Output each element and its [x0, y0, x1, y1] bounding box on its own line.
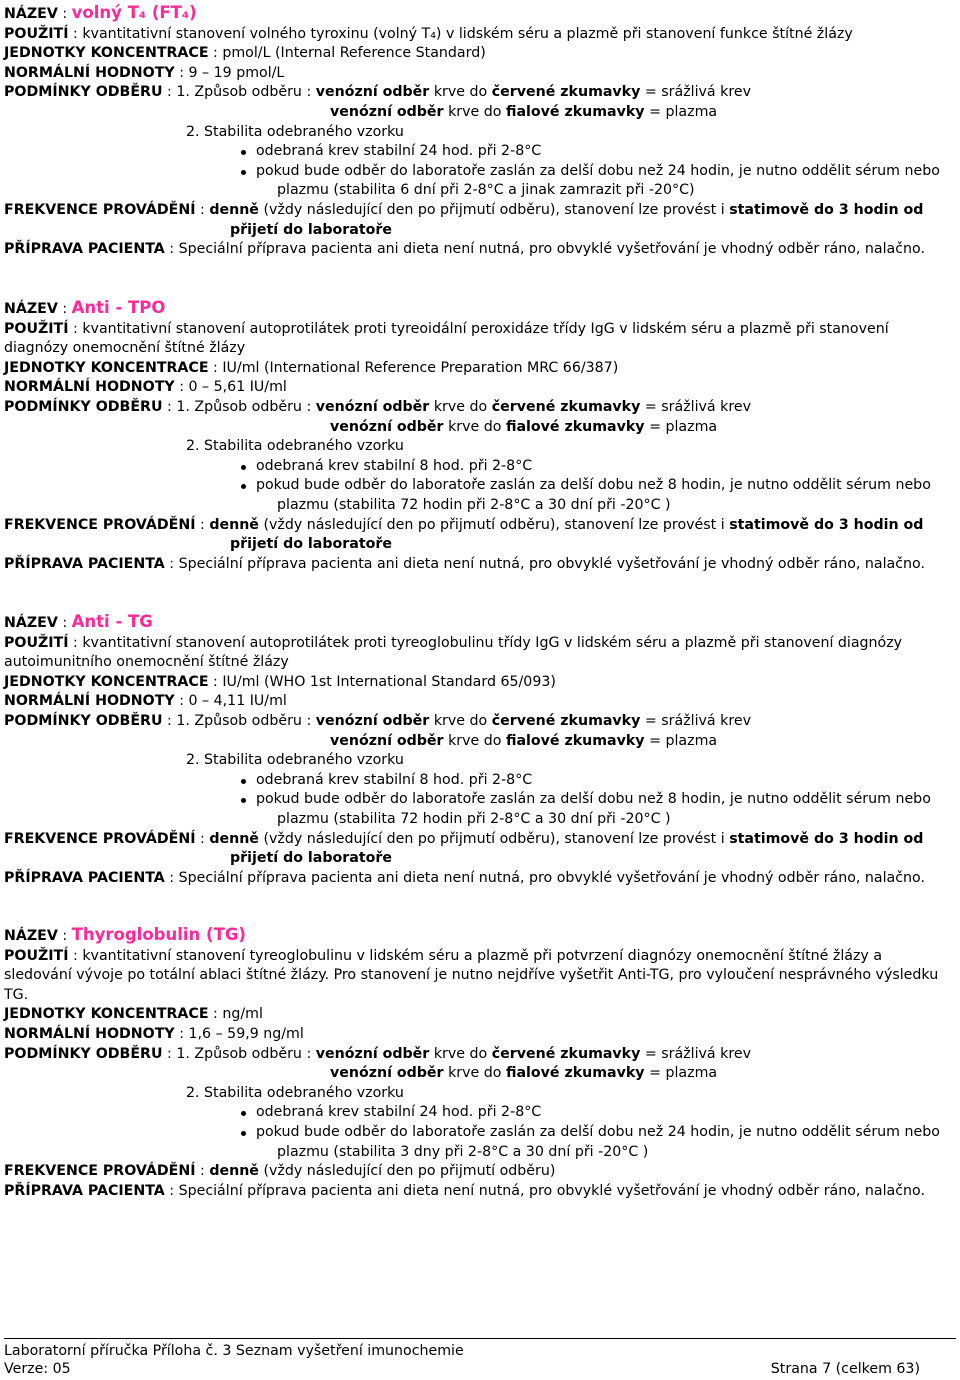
venozni-text: venózní odběr	[330, 103, 444, 120]
label-podminky: PODMÍNKY ODBĚRU	[4, 398, 163, 415]
stabilita-text: 2. Stabilita odebraného vzorku	[186, 752, 404, 769]
zpusob-text: 1. Způsob odběru	[176, 398, 302, 415]
jednotky-text: IU/ml (International Reference Preparation MRC 66/387)	[222, 359, 619, 376]
label-normalni: NORMÁLNÍ HODNOTY	[4, 379, 175, 396]
jednotky-text: IU/ml (WHO 1st International Standard 65/093)	[222, 673, 556, 690]
pouziti-text-cont: diagnózy onemocnění štítné žlázy	[4, 340, 246, 357]
bullet-zaslani-cont: plazmu (stabilita 72 hodin při 2-8°C a 30 dní při -20°C )	[277, 496, 671, 513]
label-priprava: PŘÍPRAVA PACIENTA	[4, 241, 165, 258]
label-nazev: NÁZEV	[4, 6, 58, 22]
prijeti-text: přijetí do laboratoře	[230, 536, 392, 553]
venozni-text: venózní odběr	[330, 418, 444, 435]
label-pouziti: POUŽITÍ	[4, 320, 69, 337]
label-podminky: PODMÍNKY ODBĚRU	[4, 1045, 163, 1062]
normalni-text: 0 – 4,11 IU/ml	[188, 693, 287, 710]
stabilita-text: 2. Stabilita odebraného vzorku	[186, 123, 404, 140]
plazma-text: = plazma	[649, 418, 718, 435]
footer-page-number: Strana 7 (celkem 63)	[770, 1361, 920, 1377]
label-pouziti: POUŽITÍ	[4, 947, 69, 964]
denne-text: denně	[209, 830, 259, 847]
normalni-text: 0 – 5,61 IU/ml	[188, 379, 287, 396]
denne-text: denně	[209, 201, 259, 218]
label-frekvence: FREKVENCE PROVÁDĚNÍ	[4, 830, 196, 847]
krve-do-text: krve do	[433, 712, 488, 729]
section-anti-tpo: NÁZEV : Anti - TPO POUŽITÍ : kvantitativní stanovení autoprotilátek proti tyreoidální peroxidáze třídy IgG v lidském séru a plazmě při stanovení diagnózy onemocnění štítné žlázy JEDNOTKY KONCENTRACE : IU/ml (International Reference Preparation MRC 66/387) NORMÁLNÍ HODNOTY : 0 – 5,61 IU/ml PODMÍNKY ODBĚRU : 1. Způsob odběru : venózní odběr krve do červené zkumavky = srážlivá krev venózní odběr krve do fialové zkumavky = plazma 2. Stabilita odebraného vzorku odebraná krev stabilní 8 hod. při 2-8°C pokud bude odběr do laboratoře zaslán za delší dobu než 8 hodin, je nutno oddělit sérum nebo plazmu (stabilita 72 hodin při 2-8°C a 30 dní při -20°C ) FREKVENCE PROVÁDĚNÍ : denně (vždy následující den po přijmutí odběru), stanovení lze provést i statimově do 3 hodin od přijetí do laboratoře PŘÍPRAVA PACIENTA : Speciální příprava pacienta ani dieta není nutná, pro obvyklé vyšetřování je vhodný odběr ráno, nalačno.	[4, 298, 954, 574]
test-name: volný T₄ (FT₄)	[71, 3, 197, 22]
test-name: Anti - TPO	[71, 298, 166, 317]
label-normalni: NORMÁLNÍ HODNOTY	[4, 693, 175, 710]
frekvence-text: (vždy následující den po přijmutí odběru), stanovení lze provést i	[263, 201, 725, 218]
priprava-text: Speciální příprava pacienta ani dieta není nutná, pro obvyklé vyšetřování je vhodný odběr ráno, nalačno.	[178, 555, 925, 572]
fialove-text: fialové zkumavky	[505, 103, 645, 120]
pouziti-text-cont: TG.	[4, 986, 29, 1003]
section-thyroglobulin: NÁZEV : Thyroglobulin (TG) POUŽITÍ : kvantitativní stanovení tyreoglobulinu v lidském séru a plazmě při potvrzení diagnózy onemocnění štítné žlázy a sledování vývoje po totální ablaci štítné žlázy. Pro stanovení je nutno nejdříve vyšetřit Anti-TG, pro vyloučení nesprávného výsledku TG. JEDNOTKY KONCENTRACE : ng/ml NORMÁLNÍ HODNOTY : 1,6 – 59,9 ng/ml PODMÍNKY ODBĚRU : 1. Způsob odběru : venózní odběr krve do červené zkumavky = srážlivá krev venózní odběr krve do fialové zkumavky = plazma 2. Stabilita odebraného vzorku odebraná krev stabilní 24 hod. při 2-8°C pokud bude odběr do laboratoře zaslán za delší dobu než 24 hodin, je nutno oddělit sérum nebo plazmu (stabilita 3 dny při 2-8°C a 30 dní při -20°C ) FREKVENCE PROVÁDĚNÍ : denně (vždy následující den po přijmutí odběru) PŘÍPRAVA PACIENTA : Speciální příprava pacienta ani dieta není nutná, pro obvyklé vyšetřování je vhodný odběr ráno, nalačno.	[4, 925, 954, 1201]
label-podminky: PODMÍNKY ODBĚRU	[4, 712, 163, 729]
srazliva-text: = srážlivá krev	[644, 1045, 751, 1062]
bullet-zaslani: pokud bude odběr do laboratoře zaslán za delší dobu než 8 hodin, je nutno oddělit sérum nebo	[4, 476, 954, 496]
label-jednotky: JEDNOTKY KONCENTRACE	[4, 1006, 209, 1023]
krve-do-text: krve do	[448, 418, 502, 435]
pouziti-text: kvantitativní stanovení autoprotilátek proti tyreoglobulinu třídy IgG v lidském séru a plazmě při stanovení diagnózy	[82, 634, 903, 651]
normalni-text: 9 – 19 pmol/L	[188, 64, 285, 81]
cervene-text: červené zkumavky	[491, 712, 641, 729]
krve-do-text: krve do	[448, 103, 502, 120]
bullet-zaslani-cont: plazmu (stabilita 72 hodin při 2-8°C a 30 dní při -20°C )	[277, 810, 671, 827]
krve-do-text: krve do	[448, 1065, 502, 1082]
bullet-stabilni: odebraná krev stabilní 8 hod. při 2-8°C	[4, 771, 954, 791]
cervene-text: červené zkumavky	[491, 1045, 641, 1062]
venozni-text: venózní odběr	[330, 732, 444, 749]
bullet-zaslani: pokud bude odběr do laboratoře zaslán za delší dobu než 24 hodin, je nutno oddělit sérum nebo	[4, 1123, 954, 1143]
statimove-text: statimově do 3 hodin od	[729, 830, 924, 847]
label-pouziti: POUŽITÍ	[4, 634, 69, 651]
krve-do-text: krve do	[448, 732, 502, 749]
bullet-zaslani: pokud bude odběr do laboratoře zaslán za delší dobu než 24 hodin, je nutno oddělit sérum nebo	[4, 162, 954, 182]
venozni-text: venózní odběr	[315, 84, 430, 101]
label-jednotky: JEDNOTKY KONCENTRACE	[4, 45, 209, 62]
venozni-text: venózní odběr	[330, 1065, 444, 1082]
zpusob-text: 1. Způsob odběru	[176, 712, 302, 729]
venozni-text: venózní odběr	[315, 1045, 430, 1062]
label-priprava: PŘÍPRAVA PACIENTA	[4, 869, 165, 886]
denne-text: denně	[209, 516, 259, 533]
fialove-text: fialové zkumavky	[505, 732, 645, 749]
priprava-text: Speciální příprava pacienta ani dieta není nutná, pro obvyklé vyšetřování je vhodný odběr ráno, nalačno.	[178, 1182, 925, 1199]
label-frekvence: FREKVENCE PROVÁDĚNÍ	[4, 516, 196, 533]
venozni-text: venózní odběr	[315, 398, 430, 415]
bullet-zaslani: pokud bude odběr do laboratoře zaslán za delší dobu než 8 hodin, je nutno oddělit sérum nebo	[4, 790, 954, 810]
zpusob-text: 1. Způsob odběru	[176, 84, 302, 101]
jednotky-text: pmol/L (Internal Reference Standard)	[222, 45, 486, 62]
fialove-text: fialové zkumavky	[505, 1065, 645, 1082]
pouziti-text-cont: sledování vývoje po totální ablaci štítné žlázy. Pro stanovení je nutno nejdříve vyšetřit Anti-TG, pro vyloučení nesprávného výsledku	[4, 967, 939, 984]
label-pouziti: POUŽITÍ	[4, 25, 69, 42]
prijeti-text: přijetí do laboratoře	[230, 221, 392, 238]
statimove-text: statimově do 3 hodin od	[729, 201, 924, 218]
page-footer	[4, 1338, 956, 1378]
stabilita-text: 2. Stabilita odebraného vzorku	[186, 438, 404, 455]
stabilita-text: 2. Stabilita odebraného vzorku	[186, 1084, 404, 1101]
pouziti-text-cont: autoimunitního onemocnění štítné žlázy	[4, 654, 289, 671]
jednotky-text: ng/ml	[222, 1006, 263, 1023]
statimove-text: statimově do 3 hodin od	[729, 516, 924, 533]
label-podminky: PODMÍNKY ODBĚRU	[4, 84, 163, 101]
label-priprava: PŘÍPRAVA PACIENTA	[4, 555, 165, 572]
label-nazev: NÁZEV	[4, 301, 58, 317]
label-frekvence: FREKVENCE PROVÁDĚNÍ	[4, 1163, 196, 1180]
cervene-text: červené zkumavky	[491, 84, 641, 101]
pouziti-text: kvantitativní stanovení tyreoglobulinu v lidském séru a plazmě při potvrzení diagnózy onemocnění štítné žlázy a	[82, 947, 883, 964]
venozni-text: venózní odběr	[315, 712, 430, 729]
section-ft4: NÁZEV : volný T₄ (FT₄) POUŽITÍ : kvantitativní stanovení volného tyroxinu (volný T₄) v lidském séru a plazmě při stanovení funkce štítné žlázy JEDNOTKY KONCENTRACE : pmol/L (Internal Reference Standard) NORMÁLNÍ HODNOTY : 9 – 19 pmol/L PODMÍNKY ODBĚRU : 1. Způsob odběru : venózní odběr krve do červené zkumavky = srážlivá krev venózní odběr krve do fialové zkumavky = plazma 2. Stabilita odebraného vzorku odebraná krev stabilní 24 hod. při 2-8°C pokud bude odběr do laboratoře zaslán za delší dobu než 24 hodin, je nutno oddělit sérum nebo plazmu (stabilita 6 dní při 2-8°C a jinak zamrazit při -20°C) FREKVENCE PROVÁDĚNÍ : denně (vždy následující den po přijmutí odběru), stanovení lze provést i statimově do 3 hodin od přijetí do laboratoře PŘÍPRAVA PACIENTA : Speciální příprava pacienta ani dieta není nutná, pro obvyklé vyšetřování je vhodný odběr ráno, nalačno.	[4, 3, 954, 260]
section-anti-tg: NÁZEV : Anti - TG POUŽITÍ : kvantitativní stanovení autoprotilátek proti tyreoglobulinu třídy IgG v lidském séru a plazmě při stanovení diagnózy autoimunitního onemocnění štítné žlázy JEDNOTKY KONCENTRACE : IU/ml (WHO 1st International Standard 65/093) NORMÁLNÍ HODNOTY : 0 – 4,11 IU/ml PODMÍNKY ODBĚRU : 1. Způsob odběru : venózní odběr krve do červené zkumavky = srážlivá krev venózní odběr krve do fialové zkumavky = plazma 2. Stabilita odebraného vzorku odebraná krev stabilní 8 hod. při 2-8°C pokud bude odběr do laboratoře zaslán za delší dobu než 8 hodin, je nutno oddělit sérum nebo plazmu (stabilita 72 hodin při 2-8°C a 30 dní při -20°C ) FREKVENCE PROVÁDĚNÍ : denně (vždy následující den po přijmutí odběru), stanovení lze provést i statimově do 3 hodin od přijetí do laboratoře PŘÍPRAVA PACIENTA : Speciální příprava pacienta ani dieta není nutná, pro obvyklé vyšetřování je vhodný odběr ráno, nalačno.	[4, 612, 954, 888]
frekvence-text: (vždy následující den po přijmutí odběru), stanovení lze provést i	[263, 830, 725, 847]
priprava-text: Speciální příprava pacienta ani dieta není nutná, pro obvyklé vyšetřování je vhodný odběr ráno, nalačno.	[178, 241, 925, 258]
bullet-stabilni: odebraná krev stabilní 24 hod. při 2-8°C	[4, 1103, 954, 1123]
bullet-stabilni: odebraná krev stabilní 8 hod. při 2-8°C	[4, 457, 954, 477]
label-normalni: NORMÁLNÍ HODNOTY	[4, 1025, 175, 1042]
pouziti-text: kvantitativní stanovení volného tyroxinu (volný T₄) v lidském séru a plazmě při stanovení funkce štítné žlázy	[82, 25, 853, 42]
test-name: Anti - TG	[71, 612, 153, 631]
pouziti-text: kvantitativní stanovení autoprotilátek proti tyreoidální peroxidáze třídy IgG v lidském séru a plazmě při stanovení	[82, 320, 889, 337]
normalni-text: 1,6 – 59,9 ng/ml	[188, 1025, 304, 1042]
srazliva-text: = srážlivá krev	[644, 712, 751, 729]
fialove-text: fialové zkumavky	[505, 418, 645, 435]
bullet-zaslani-cont: plazmu (stabilita 3 dny při 2-8°C a 30 dní při -20°C )	[277, 1143, 649, 1160]
footer-version: Verze: 05	[4, 1361, 71, 1377]
krve-do-text: krve do	[433, 1045, 488, 1062]
bullet-zaslani-cont: plazmu (stabilita 6 dní při 2-8°C a jinak zamrazit při -20°C)	[277, 182, 695, 199]
srazliva-text: = srážlivá krev	[644, 398, 751, 415]
label-nazev: NÁZEV	[4, 928, 58, 944]
krve-do-text: krve do	[433, 398, 488, 415]
label-nazev: NÁZEV	[4, 615, 58, 631]
srazliva-text: = srážlivá krev	[644, 84, 751, 101]
test-name: Thyroglobulin (TG)	[71, 925, 246, 944]
bullet-stabilni: odebraná krev stabilní 24 hod. při 2-8°C	[4, 142, 954, 162]
label-normalni: NORMÁLNÍ HODNOTY	[4, 64, 175, 81]
prijeti-text: přijetí do laboratoře	[230, 850, 392, 867]
zpusob-text: 1. Způsob odběru	[176, 1045, 302, 1062]
krve-do-text: krve do	[433, 84, 488, 101]
frekvence-text: (vždy následující den po přijmutí odběru), stanovení lze provést i	[263, 516, 725, 533]
plazma-text: = plazma	[649, 103, 718, 120]
frekvence-text: (vždy následující den po přijmutí odběru)	[263, 1163, 556, 1180]
denne-text: denně	[209, 1163, 259, 1180]
label-frekvence: FREKVENCE PROVÁDĚNÍ	[4, 201, 196, 218]
label-jednotky: JEDNOTKY KONCENTRACE	[4, 673, 209, 690]
label-priprava: PŘÍPRAVA PACIENTA	[4, 1182, 165, 1199]
label-jednotky: JEDNOTKY KONCENTRACE	[4, 359, 209, 376]
plazma-text: = plazma	[649, 1065, 718, 1082]
cervene-text: červené zkumavky	[491, 398, 641, 415]
footer-title: Laboratorní příručka Příloha č. 3 Seznam vyšetření imunochemie	[4, 1343, 464, 1359]
priprava-text: Speciální příprava pacienta ani dieta není nutná, pro obvyklé vyšetřování je vhodný odběr ráno, nalačno.	[178, 869, 925, 886]
plazma-text: = plazma	[649, 732, 718, 749]
